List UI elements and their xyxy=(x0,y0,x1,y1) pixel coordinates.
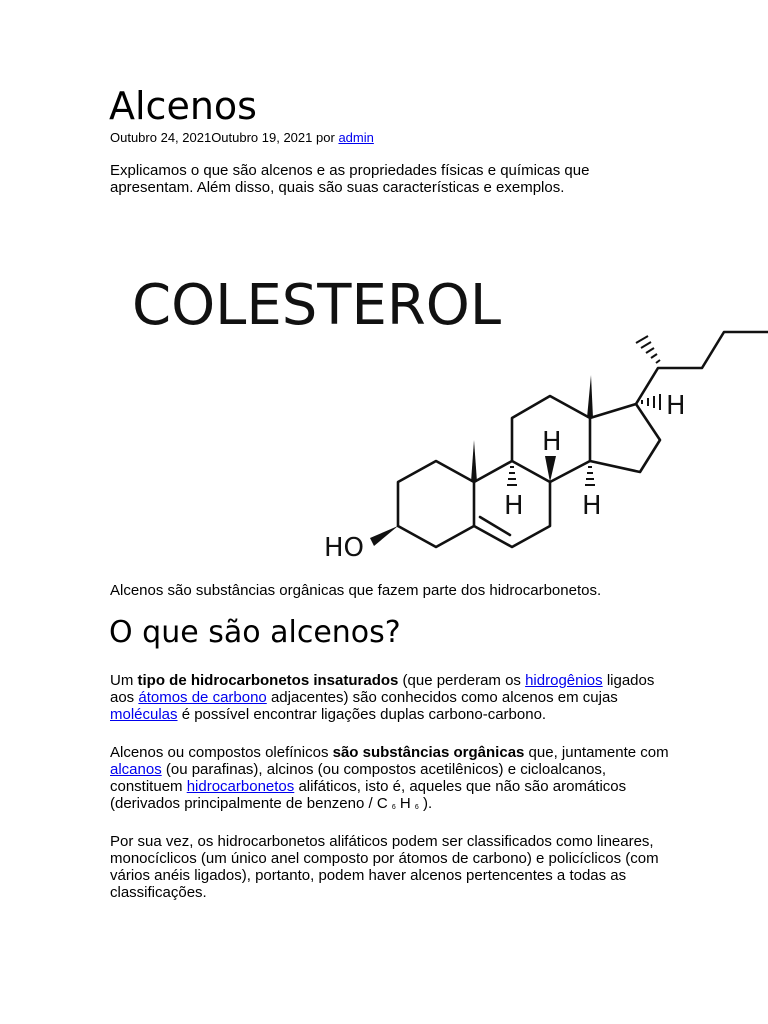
figure-label-h-2: H xyxy=(504,491,524,521)
p2-text-a: Alcenos ou compostos olefínicos xyxy=(110,744,333,761)
p2-bold: são substâncias orgânicas xyxy=(332,744,525,761)
link-hidrogenios[interactable]: hidrogênios xyxy=(525,672,603,689)
p2-text-e: alifáticos, isto é, aqueles que não são aromáticos (derivados principalmente de benzeno / C xyxy=(110,778,627,812)
p2-sub-2: 6 xyxy=(414,804,419,811)
p2-text-d: (ou parafinas), alcinos (ou compostos acetilênicos) e cicloalcanos, constituem xyxy=(110,761,607,795)
cholesterol-structure-image xyxy=(110,232,768,572)
page-title: Alcenos xyxy=(109,84,257,128)
link-atomos-de-carbono[interactable]: átomos de carbono xyxy=(138,689,267,706)
section-title: O que são alcenos? xyxy=(109,615,401,650)
link-hidrocarbonetos[interactable]: hidrocarbonetos xyxy=(186,778,295,795)
p1-text-c: (que perderam os xyxy=(398,672,526,689)
p1-text-f: é possível encontrar ligações duplas carbono-carbono. xyxy=(177,706,547,723)
post-by: por xyxy=(316,130,335,145)
figure-caption: Alcenos são substâncias orgânicas que fazem parte dos hidrocarbonetos. xyxy=(110,582,602,599)
paragraph-3: Por sua vez, os hidrocarbonetos alifáticos podem ser classificados como lineares, monocíclicos (um único anel composto por átomos de carbono) e policíclicos (com vários anéis ligados), portanto, podem haver alcenos pertencentes a todas as classificações. xyxy=(110,833,659,901)
p2-text-f: H xyxy=(395,795,415,812)
figure-label-ho: HO xyxy=(324,533,365,563)
paragraph-2 xyxy=(110,744,670,816)
post-dates: Outubro 24, 2021Outubro 19, 2021 xyxy=(110,130,313,145)
p2-sub-1: 6 xyxy=(391,804,396,811)
p2-text-c: que, juntamente com xyxy=(524,744,669,761)
intro-paragraph: Explicamos o que são alcenos e as propriedades físicas e químicas que apresentam. Além disso, quais são suas características e exemplos. xyxy=(110,162,590,196)
link-moleculas[interactable]: moléculas xyxy=(110,706,178,723)
p1-text-e: adjacentes) são conhecidos como alcenos em cujas xyxy=(266,689,618,706)
p2-text-g: ). xyxy=(418,795,433,812)
p1-text-a: Um xyxy=(110,672,138,689)
figure-label-h-1: H xyxy=(542,427,562,457)
cholesterol-figure xyxy=(110,232,768,572)
link-alcanos[interactable]: alcanos xyxy=(110,761,162,778)
post-meta xyxy=(110,130,374,145)
figure-label-h-4: H xyxy=(666,391,686,421)
p1-bold: tipo de hidrocarbonetos insaturados xyxy=(137,672,399,689)
p1-text-d: ligados aos xyxy=(110,672,655,706)
figure-label-h-3: H xyxy=(582,491,602,521)
figure-heading: COLESTEROL xyxy=(132,273,502,338)
paragraph-1 xyxy=(110,672,670,723)
author-link[interactable]: admin xyxy=(338,130,374,145)
